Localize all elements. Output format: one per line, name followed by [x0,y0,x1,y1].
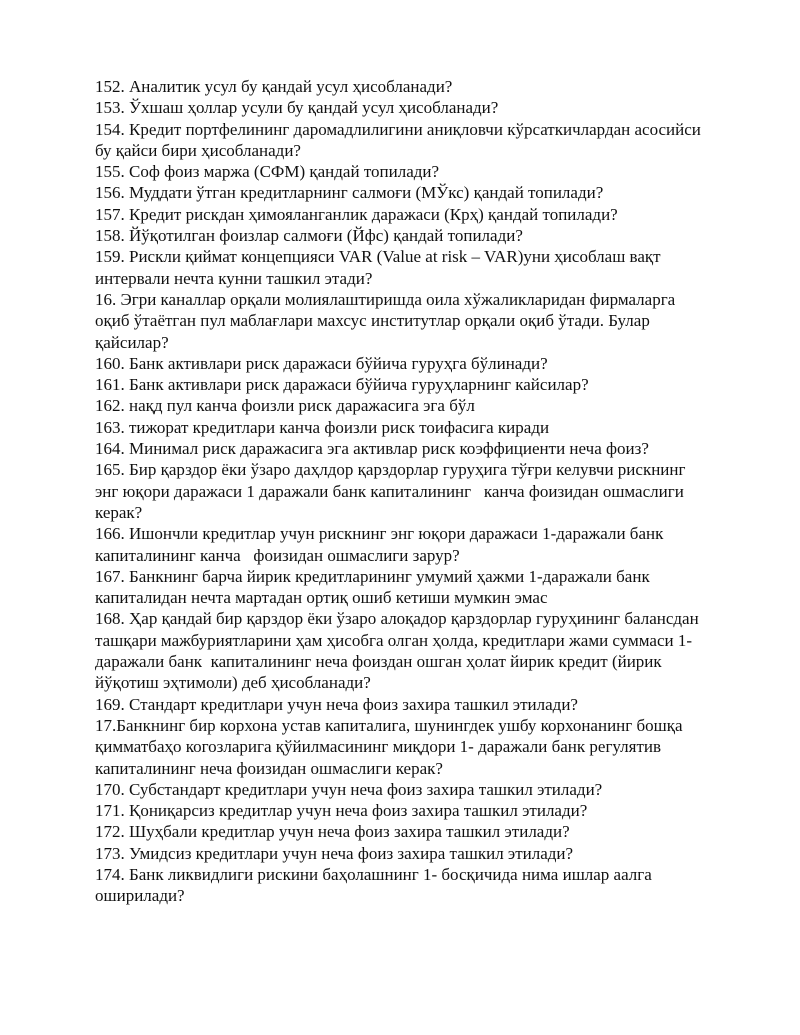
question-153: 153. Ўхшаш ҳоллар усули бу қандай усул ҳисобланади? [95,98,499,118]
question-160: 160. Банк активлари риск даражаси бўйича гуруҳга бўлинади? [95,353,548,373]
question-173: 173. Умидсиз кредитлари учун неча фоиз захира ташкил этилади? [95,843,574,863]
question-157: 157. Кредит рискдан ҳимояланганлик даражаси (Крҳ) қандай топилади? [95,204,618,224]
question-171: 171. Қониқарсиз кредитлар учун неча фоиз захира ташкил этилади? [95,801,588,821]
question-156: 156. Муддати ўтган кредитларнинг салмоғи (МЎкс) қандай топилади? [95,183,604,203]
question-165: 165. Бир қарздор ёки ўзаро даҳлдор қарздорлар гуруҳига тўғри келувчи рискнинг энг юқори даражаси 1 даражали банк капиталининг канча фоизидан ошмаслиги керак? [95,460,690,522]
question-167: 167. Банкнинг барча йирик кредитларининг умумий ҳажми 1-даражали банк капиталидан нечта мартадан ортиқ ошиб кетиши мумкин эмас [95,566,654,608]
question-169: 169. Стандарт кредитлари учун неча фоиз захира ташкил этилади? [95,694,578,714]
question-158: 158. Йўқотилган фоизлар салмоғи (Йфс) қандай топилади? [95,226,523,246]
question-166: 166. Ишончли кредитлар учун рискнинг энг юқори даражаси 1-даражали банк капиталининг канча фоизидан ошмаслиги зарур? [95,524,668,565]
question-164: 164. Минимал риск даражасига эга активлар риск коэффициенти неча фоиз? [95,439,649,459]
question-152: 152. Аналитик усул бу қандай усул ҳисобланади? [95,77,453,96]
question-155: 155. Соф фоиз маржа (СФМ) қандай топилади? [95,162,440,182]
question-163: 163. тижорат кредитлари канча фоизли риск тоифасига киради [95,417,550,437]
question-170: 170. Субстандарт кредитлари учун неча фоиз захира ташкил этилади? [95,779,603,799]
question-list [95,76,710,907]
question-154: 154. Кредит портфелининг даромадлилигини аниқловчи кўрсаткичлардан асосийси бу қайси бири ҳисобланади? [95,119,706,160]
question-174: 174. Банк ликвидлиги рискини баҳолашнинг 1- босқичида нима ишлар аалга оширилади? [95,864,657,906]
question-17: 17.Банкнинг бир корхона устав капиталига, шунингдек ушбу корхонанинг бошқа қимматбаҳо когозларига қўйилмасининг миқдори 1- даражали банк регулятив капиталининг неча фоизидан ошмаслиги керак? [95,715,687,778]
question-16: 16. Эгри каналлар орқали молиялаштиришда оила хўжаликларидан фирмаларга оқиб ўтаётган пул маблағлари махсус институтлар орқали оқиб ўтади. Булар қайсилар? [95,289,680,352]
question-172: 172. Шуҳбали кредитлар учун неча фоиз захира ташкил этилади? [95,822,570,842]
question-168: 168. Ҳар қандай бир қарздор ёки ўзаро алоқадор қарздорлар гуруҳининг балансдан ташқари мажбуриятларини ҳам ҳисобга олган ҳолда, кредитлари жами суммаси 1- даражали банк капиталининг неча фоиздан ошган ҳолат йирик кредит (йирик йўқотиш эҳтимоли) деб ҳисобланади? [95,609,703,693]
question-162: 162. нақд пул канча фоизли риск даражасига эга бўл [95,396,475,416]
question-161: 161. Банк активлари риск даражаси бўйича гуруҳларнинг кайсилар? [95,375,589,395]
question-159: 159. Рискли қиймат концепцияси VAR (Value at risk – VAR)уни ҳисоблаш вақт интервали нечта кунни ташкил этади? [95,247,665,288]
